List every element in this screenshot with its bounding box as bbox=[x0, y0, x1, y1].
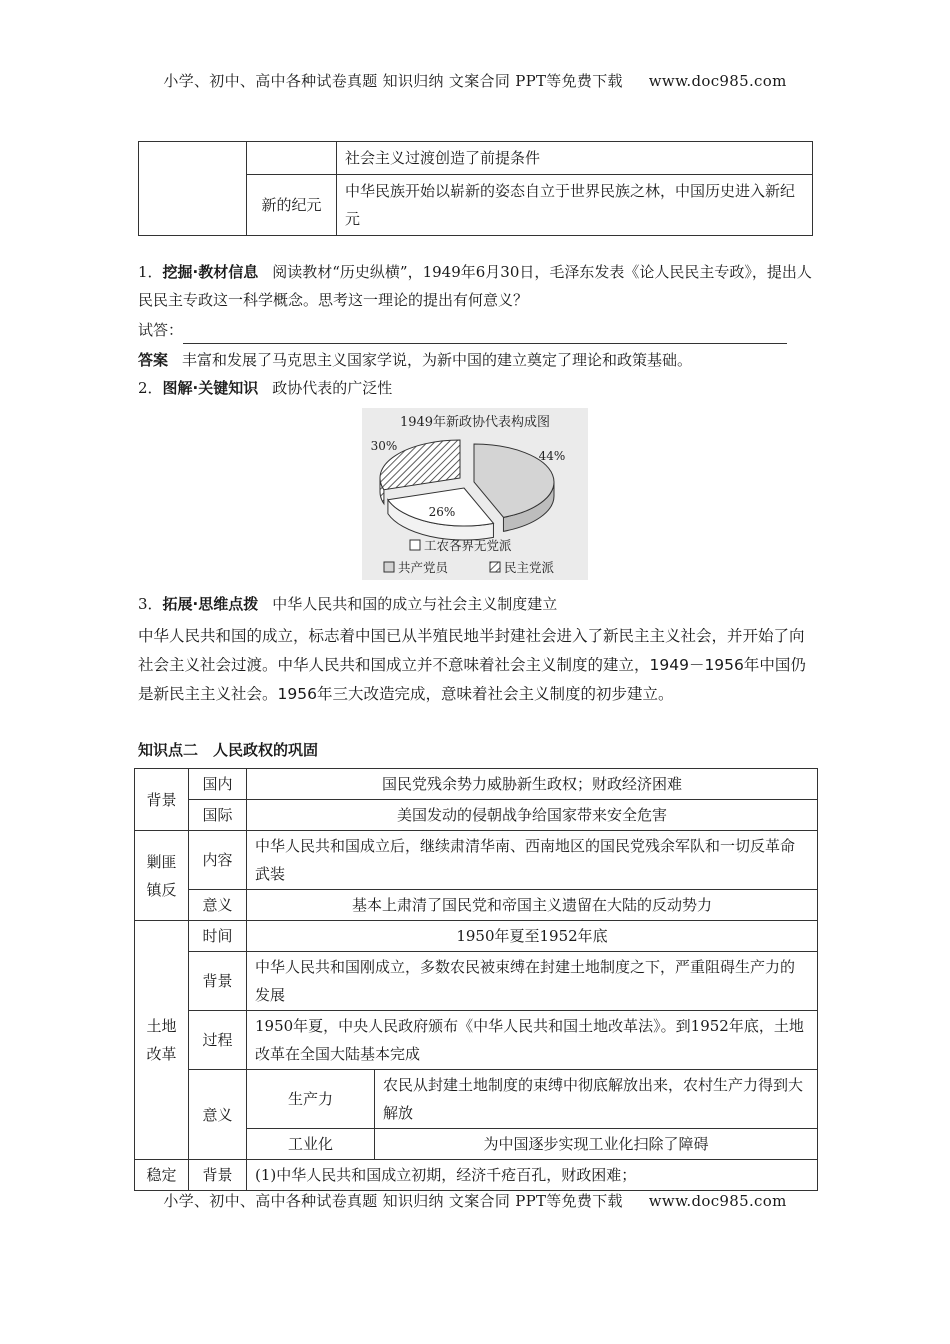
legend-swatch-0 bbox=[410, 540, 420, 550]
pie-label-2: 30% bbox=[370, 439, 398, 453]
cell-content: 国民党残余势力威胁新生政权；财政经济困难 bbox=[247, 769, 818, 800]
table-row bbox=[135, 1070, 818, 1129]
q1-title: 挖掘·教材信息 bbox=[162, 263, 259, 281]
row-header-bandit-suppression: 剿匪镇反 bbox=[135, 831, 189, 921]
page-footer bbox=[0, 1190, 950, 1211]
table-founding-significance bbox=[138, 141, 813, 236]
answer-blank-line[interactable] bbox=[183, 325, 787, 344]
q2-title: 图解·关键知识 bbox=[162, 379, 259, 397]
q1-try-answer bbox=[138, 316, 814, 344]
cell-content: 1950年夏，中央人民政府颁布《中华人民共和国土地改革法》。到1952年底，土地改革在全国大陆基本完成 bbox=[247, 1011, 818, 1070]
q3-number: 3． bbox=[138, 595, 163, 613]
legend-swatch-1 bbox=[384, 562, 394, 572]
q3-title: 拓展·思维点拨 bbox=[162, 595, 259, 613]
cell-label: 意义 bbox=[189, 890, 247, 921]
table-row bbox=[135, 800, 818, 831]
table-regime-consolidation bbox=[134, 768, 818, 1191]
answer-text: 丰富和发展了马克思主义国家学说，为新中国的建立奠定了理论和政策基础。 bbox=[182, 351, 693, 369]
q2-number: 2． bbox=[138, 379, 163, 397]
cell-content: 基本上肃清了国民党和帝国主义遗留在大陆的反动势力 bbox=[247, 890, 818, 921]
row-header-stability: 稳定 bbox=[135, 1160, 189, 1191]
chart-legend bbox=[384, 538, 555, 575]
cell-label: 背景 bbox=[189, 1160, 247, 1191]
cell-label: 意义 bbox=[189, 1070, 247, 1160]
q3-body: 中华人民共和国的成立，标志着中国已从半殖民地半封建社会进入了新民主主义社会，并开始了向社会主义社会过渡。中华人民共和国成立并不意味着社会主义制度的建立，1949－1956年中国仍是新民主主义社会。1956年三大改造完成，意味着社会主义制度的初步建立。 bbox=[138, 627, 806, 703]
cell-label: 时间 bbox=[189, 921, 247, 952]
table-cell-empty bbox=[139, 142, 247, 236]
q1-answer bbox=[138, 346, 814, 374]
pie-label-1: 44% bbox=[538, 449, 566, 463]
row-header-land-reform: 土地改革 bbox=[135, 921, 189, 1160]
legend-label-2: 民主党派 bbox=[504, 560, 555, 575]
cell-label: 国内 bbox=[189, 769, 247, 800]
table-cell: 社会主义过渡创造了前提条件 bbox=[337, 142, 813, 175]
cell-content: 农民从封建土地制度的束缚中彻底解放出来，农村生产力得到大解放 bbox=[375, 1070, 818, 1129]
table-cell-label: 新的纪元 bbox=[247, 175, 337, 236]
cell-content: (1)中华人民共和国成立初期，经济千疮百孔，财政困难； bbox=[247, 1160, 818, 1191]
table-cell-empty bbox=[247, 142, 337, 175]
cell-sublabel: 生产力 bbox=[247, 1070, 375, 1129]
row-header-background: 背景 bbox=[135, 769, 189, 831]
q1-try-label: 试答： bbox=[138, 321, 184, 339]
cell-content: 中华人民共和国成立后，继续肃清华南、西南地区的国民党残余军队和一切反革命武装 bbox=[247, 831, 818, 890]
header-text: 小学、初中、高中各种试卷真题 知识归纳 文案合同 PPT等免费下载 bbox=[163, 72, 623, 90]
table-row bbox=[135, 890, 818, 921]
table-row bbox=[135, 952, 818, 1011]
table-row bbox=[139, 142, 813, 175]
cell-label: 背景 bbox=[189, 952, 247, 1011]
footer-text: 小学、初中、高中各种试卷真题 知识归纳 文案合同 PPT等免费下载 bbox=[163, 1192, 623, 1210]
answer-label: 答案 bbox=[138, 351, 169, 369]
q3-text: 中华人民共和国的成立与社会主义制度建立 bbox=[272, 595, 558, 613]
q2-text: 政协代表的广泛性 bbox=[272, 379, 393, 397]
pie-layer bbox=[371, 439, 566, 540]
chart-title: 1949年新政协代表构成图 bbox=[399, 415, 551, 430]
q1-number: 1． bbox=[138, 263, 163, 281]
cell-label: 过程 bbox=[189, 1011, 247, 1070]
legend-label-0: 工农各界无党派 bbox=[424, 538, 512, 553]
cell-content: 中华人民共和国刚成立，多数农民被束缚在封建土地制度之下，严重阻碍生产力的发展 bbox=[247, 952, 818, 1011]
table-row bbox=[135, 1160, 818, 1191]
question-3 bbox=[138, 590, 814, 618]
pie-chart-svg bbox=[362, 408, 588, 580]
cell-label: 内容 bbox=[189, 831, 247, 890]
question-1 bbox=[138, 258, 814, 314]
table-cell: 中华民族开始以崭新的姿态自立于世界民族之林，中国历史进入新纪元 bbox=[337, 175, 813, 236]
table-row bbox=[135, 921, 818, 952]
footer-url[interactable]: www.doc985.com bbox=[648, 1192, 787, 1210]
cell-sublabel: 工业化 bbox=[247, 1129, 375, 1160]
page-header bbox=[0, 70, 950, 91]
cell-content: 1950年夏至1952年底 bbox=[247, 921, 818, 952]
q1-text: 阅读教材“历史纵横”，1949年6月30日，毛泽东发表《论人民民主专政》，提出人民民主专政这一科学概念。思考这一理论的提出有何意义？ bbox=[138, 263, 812, 309]
pie-chart-figure bbox=[362, 408, 588, 580]
table-row bbox=[135, 831, 818, 890]
section-title: 知识点二 人民政权的巩固 bbox=[138, 741, 319, 759]
header-url[interactable]: www.doc985.com bbox=[648, 72, 787, 90]
cell-content: 美国发动的侵朝战争给国家带来安全危害 bbox=[247, 800, 818, 831]
cell-label: 国际 bbox=[189, 800, 247, 831]
cell-content: 为中国逐步实现工业化扫除了障碍 bbox=[375, 1129, 818, 1160]
pie-label-0: 26% bbox=[428, 505, 456, 519]
legend-swatch-2 bbox=[490, 562, 500, 572]
table-row bbox=[135, 1011, 818, 1070]
legend-label-1: 共产党员 bbox=[398, 560, 449, 575]
question-2 bbox=[138, 374, 814, 402]
table-row bbox=[135, 769, 818, 800]
